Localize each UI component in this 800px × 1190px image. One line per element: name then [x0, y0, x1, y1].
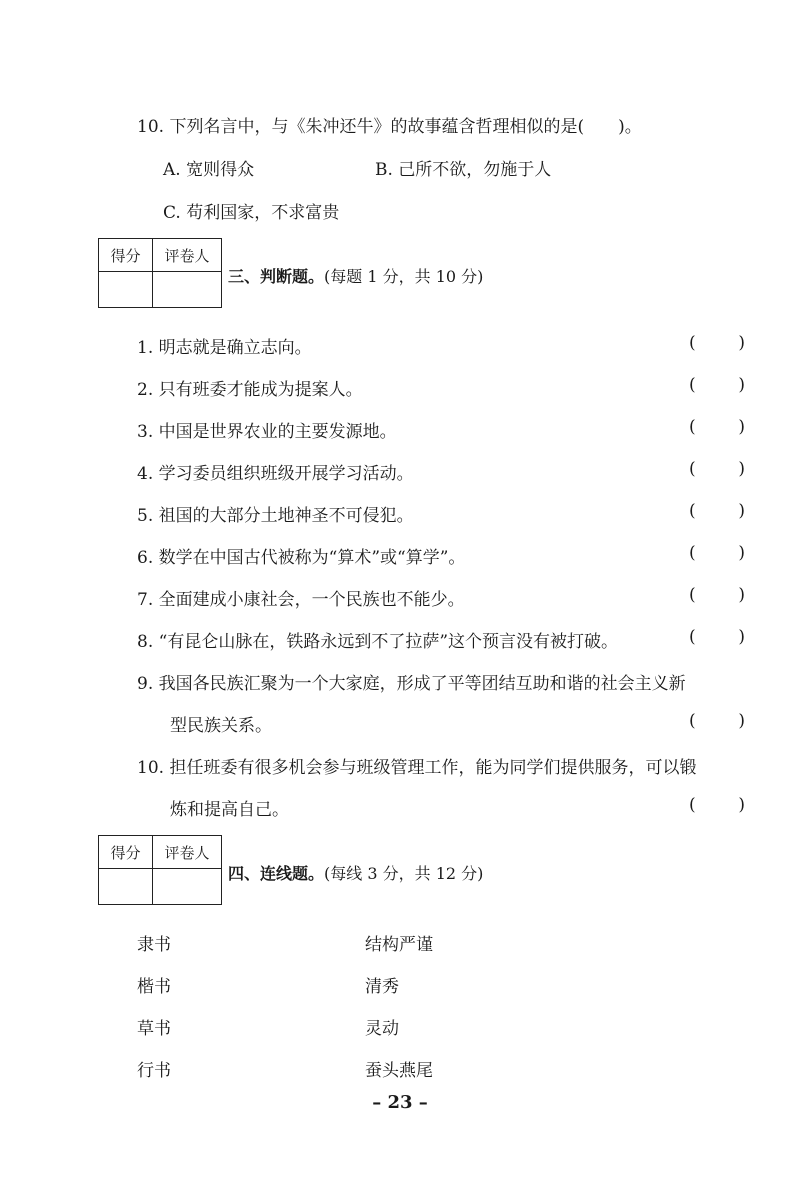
score-label: 得分 [110, 844, 141, 862]
judge-item-9-cont: 型民族关系。 [170, 716, 272, 736]
judge-item-3: 3. 中国是世界农业的主要发源地。 [137, 422, 397, 442]
judge-item-4: 4. 学习委员组织班级开展学习活动。 [137, 464, 414, 484]
section4-note: (每线 3 分，共 12 分) [324, 864, 484, 883]
score-label: 得分 [110, 247, 141, 265]
judge-item-5: 5. 祖国的大部分土地神圣不可侵犯。 [137, 506, 414, 526]
section3-title: 三、判断题。 [228, 267, 325, 286]
judge-item-2: 2. 只有班委才能成为提案人。 [137, 380, 363, 400]
judge-item-6: 6. 数学在中国古代被称为“算术”或“算学”。 [137, 548, 466, 568]
answer-blank[interactable]: ( ) [689, 333, 745, 353]
q10-option-b: B. 己所不欲，勿施于人 [375, 160, 552, 180]
section4-heading [228, 861, 483, 884]
score-table [98, 238, 222, 308]
judge-item-10-cont: 炼和提高自己。 [170, 800, 289, 820]
q10-option-c: C. 苟利国家，不求富贵 [163, 203, 340, 223]
section3-heading [228, 264, 483, 287]
answer-blank[interactable]: ( ) [689, 627, 745, 647]
answer-blank[interactable]: ( ) [689, 459, 745, 479]
answer-blank[interactable]: ( ) [689, 417, 745, 437]
judge-item-10: 10. 担任班委有很多机会参与班级管理工作，能为同学们提供服务，可以锻 [137, 758, 697, 778]
answer-blank[interactable]: ( ) [689, 501, 745, 521]
match-right-4: 蚕头燕尾 [365, 1061, 433, 1081]
score-table [98, 835, 222, 905]
answer-blank[interactable]: ( ) [689, 543, 745, 563]
judge-item-8: 8. “有昆仑山脉在，铁路永远到不了拉萨”这个预言没有被打破。 [137, 632, 619, 652]
match-left-1: 隶书 [137, 935, 171, 955]
judge-item-9: 9. 我国各民族汇聚为一个大家庭，形成了平等团结互助和谐的社会主义新 [137, 674, 686, 694]
section4-title: 四、连线题。 [228, 864, 325, 883]
grader-label: 评卷人 [164, 844, 210, 862]
answer-blank[interactable]: ( ) [689, 795, 745, 815]
q10-option-a: A. 宽则得众 [163, 160, 255, 180]
grader-label: 评卷人 [164, 247, 210, 265]
match-left-3: 草书 [137, 1019, 171, 1039]
section3-note: (每题 1 分，共 10 分) [324, 267, 484, 286]
answer-blank[interactable]: ( ) [689, 585, 745, 605]
match-right-1: 结构严谨 [365, 935, 433, 955]
match-right-3: 灵动 [365, 1019, 399, 1039]
match-right-2: 清秀 [365, 977, 399, 997]
judge-item-1: 1. 明志就是确立志向。 [137, 338, 312, 358]
q10-stem: 10. 下列名言中，与《朱冲还牛》的故事蕴含哲理相似的是( )。 [137, 117, 642, 137]
answer-blank[interactable]: ( ) [689, 375, 745, 395]
answer-blank[interactable]: ( ) [689, 711, 745, 731]
match-left-2: 楷书 [137, 977, 171, 997]
match-left-4: 行书 [137, 1061, 171, 1081]
judge-item-7: 7. 全面建成小康社会，一个民族也不能少。 [137, 590, 465, 610]
page-number: – 23 – [372, 1092, 428, 1113]
